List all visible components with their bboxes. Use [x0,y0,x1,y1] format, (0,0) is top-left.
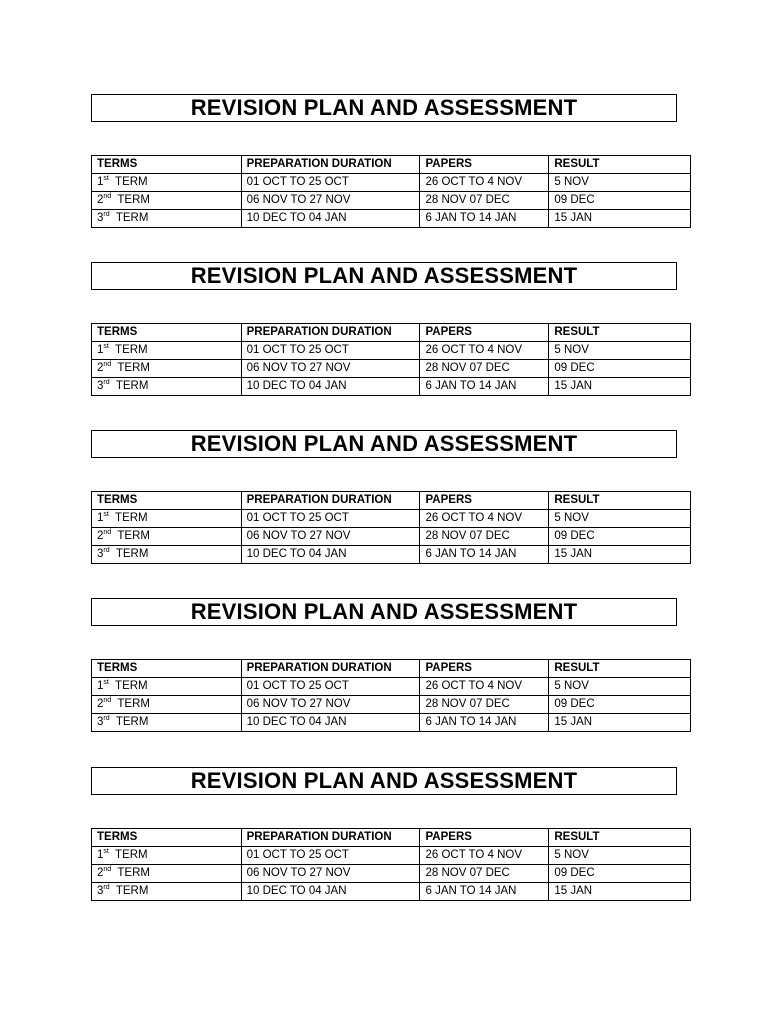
table-row [92,678,691,696]
table-header-row [92,324,691,342]
papers-cell: 6 JAN TO 14 JAN [420,210,549,228]
term-ordinal: nd [103,193,112,200]
result-cell: 09 DEC [549,528,691,546]
header-papers: PAPERS [420,660,549,678]
term-word: TERM [117,530,150,542]
duration-cell: 10 DEC TO 04 JAN [241,210,420,228]
header-preparation-duration: PREPARATION DURATION [241,660,420,678]
table-row [92,210,691,228]
result-cell: 09 DEC [549,192,691,210]
term-ordinal: nd [103,866,112,873]
term-number: 3 [97,380,104,392]
term-cell [92,865,242,883]
result-cell: 15 JAN [549,210,691,228]
papers-cell: 26 OCT TO 4 NOV [420,847,549,865]
term-number: 3 [97,885,104,897]
table-row [92,696,691,714]
section-title: REVISION PLAN AND ASSESSMENT [91,598,677,626]
term-cell [92,678,242,696]
duration-cell: 06 NOV TO 27 NOV [241,192,420,210]
term-cell [92,174,242,192]
papers-cell: 26 OCT TO 4 NOV [420,342,549,360]
table-row [92,883,691,901]
table-row [92,174,691,192]
term-word: TERM [115,176,148,188]
term-word: TERM [115,885,149,897]
term-number: 2 [97,194,104,206]
result-cell: 5 NOV [549,174,691,192]
term-number: 2 [97,698,104,710]
table-row [92,528,691,546]
term-ordinal: rd [103,884,110,891]
header-terms: TERMS [92,492,242,510]
table-row [92,546,691,564]
term-number: 3 [97,212,104,224]
result-cell: 09 DEC [549,865,691,883]
table-header-row [92,492,691,510]
term-cell [92,378,242,396]
section-title: REVISION PLAN AND ASSESSMENT [91,430,677,458]
term-cell [92,883,242,901]
table-row [92,192,691,210]
papers-cell: 26 OCT TO 4 NOV [420,678,549,696]
term-word: TERM [115,212,149,224]
term-word: TERM [115,512,148,524]
term-number: 1 [97,176,104,188]
header-terms: TERMS [92,829,242,847]
term-word: TERM [117,867,150,879]
header-preparation-duration: PREPARATION DURATION [241,829,420,847]
term-ordinal: rd [103,547,110,554]
duration-cell: 10 DEC TO 04 JAN [241,378,420,396]
term-word: TERM [117,698,150,710]
duration-cell: 10 DEC TO 04 JAN [241,714,420,732]
revision-table [91,659,691,732]
term-number: 2 [97,867,104,879]
duration-cell: 10 DEC TO 04 JAN [241,883,420,901]
header-papers: PAPERS [420,324,549,342]
term-ordinal: nd [103,529,112,536]
result-cell: 5 NOV [549,678,691,696]
result-cell: 09 DEC [549,360,691,378]
papers-cell: 28 NOV 07 DEC [420,696,549,714]
result-cell: 15 JAN [549,546,691,564]
papers-cell: 28 NOV 07 DEC [420,865,549,883]
header-preparation-duration: PREPARATION DURATION [241,492,420,510]
duration-cell: 01 OCT TO 25 OCT [241,678,420,696]
term-cell [92,696,242,714]
revision-table [91,828,691,901]
table-row [92,714,691,732]
result-cell: 5 NOV [549,342,691,360]
papers-cell: 6 JAN TO 14 JAN [420,714,549,732]
term-number: 1 [97,512,104,524]
term-ordinal: nd [103,697,112,704]
term-number: 1 [97,344,104,356]
result-cell: 09 DEC [549,696,691,714]
term-ordinal: st [103,175,109,182]
revision-table [91,155,691,228]
papers-cell: 28 NOV 07 DEC [420,192,549,210]
term-cell [92,360,242,378]
result-cell: 5 NOV [549,510,691,528]
table-header-row [92,156,691,174]
revision-table [91,323,691,396]
table-row [92,865,691,883]
papers-cell: 6 JAN TO 14 JAN [420,378,549,396]
term-number: 3 [97,716,104,728]
header-papers: PAPERS [420,829,549,847]
term-cell [92,528,242,546]
section-title: REVISION PLAN AND ASSESSMENT [91,262,677,290]
table-row [92,510,691,528]
result-cell: 15 JAN [549,714,691,732]
term-cell [92,192,242,210]
term-cell [92,342,242,360]
term-number: 1 [97,680,104,692]
section-title: REVISION PLAN AND ASSESSMENT [91,94,677,122]
header-result: RESULT [549,660,691,678]
papers-cell: 28 NOV 07 DEC [420,360,549,378]
term-ordinal: rd [103,211,110,218]
result-cell: 15 JAN [549,378,691,396]
term-word: TERM [117,362,150,374]
papers-cell: 26 OCT TO 4 NOV [420,510,549,528]
table-row [92,378,691,396]
table-header-row [92,829,691,847]
header-preparation-duration: PREPARATION DURATION [241,156,420,174]
term-word: TERM [115,849,148,861]
header-preparation-duration: PREPARATION DURATION [241,324,420,342]
term-number: 1 [97,849,104,861]
table-row [92,847,691,865]
header-result: RESULT [549,492,691,510]
term-cell [92,847,242,865]
term-ordinal: st [103,343,109,350]
table-row [92,360,691,378]
header-result: RESULT [549,829,691,847]
duration-cell: 06 NOV TO 27 NOV [241,360,420,378]
table-row [92,342,691,360]
header-papers: PAPERS [420,492,549,510]
term-ordinal: rd [103,379,110,386]
papers-cell: 28 NOV 07 DEC [420,528,549,546]
term-ordinal: st [103,511,109,518]
term-ordinal: st [103,679,109,686]
term-word: TERM [115,680,148,692]
section-title: REVISION PLAN AND ASSESSMENT [91,767,677,795]
revision-table [91,491,691,564]
header-result: RESULT [549,324,691,342]
papers-cell: 6 JAN TO 14 JAN [420,883,549,901]
term-ordinal: st [103,848,109,855]
term-number: 2 [97,530,104,542]
papers-cell: 26 OCT TO 4 NOV [420,174,549,192]
term-cell [92,210,242,228]
header-terms: TERMS [92,156,242,174]
duration-cell: 01 OCT TO 25 OCT [241,342,420,360]
header-terms: TERMS [92,324,242,342]
header-papers: PAPERS [420,156,549,174]
duration-cell: 06 NOV TO 27 NOV [241,528,420,546]
header-result: RESULT [549,156,691,174]
term-cell [92,546,242,564]
table-header-row [92,660,691,678]
term-word: TERM [115,716,149,728]
term-word: TERM [115,344,148,356]
term-word: TERM [115,380,149,392]
duration-cell: 01 OCT TO 25 OCT [241,847,420,865]
term-number: 3 [97,548,104,560]
papers-cell: 6 JAN TO 14 JAN [420,546,549,564]
term-word: TERM [115,548,149,560]
term-word: TERM [117,194,150,206]
term-cell [92,510,242,528]
duration-cell: 06 NOV TO 27 NOV [241,865,420,883]
duration-cell: 01 OCT TO 25 OCT [241,174,420,192]
term-number: 2 [97,362,104,374]
term-ordinal: rd [103,715,110,722]
term-cell [92,714,242,732]
result-cell: 15 JAN [549,883,691,901]
term-ordinal: nd [103,361,112,368]
header-terms: TERMS [92,660,242,678]
result-cell: 5 NOV [549,847,691,865]
duration-cell: 01 OCT TO 25 OCT [241,510,420,528]
duration-cell: 06 NOV TO 27 NOV [241,696,420,714]
duration-cell: 10 DEC TO 04 JAN [241,546,420,564]
